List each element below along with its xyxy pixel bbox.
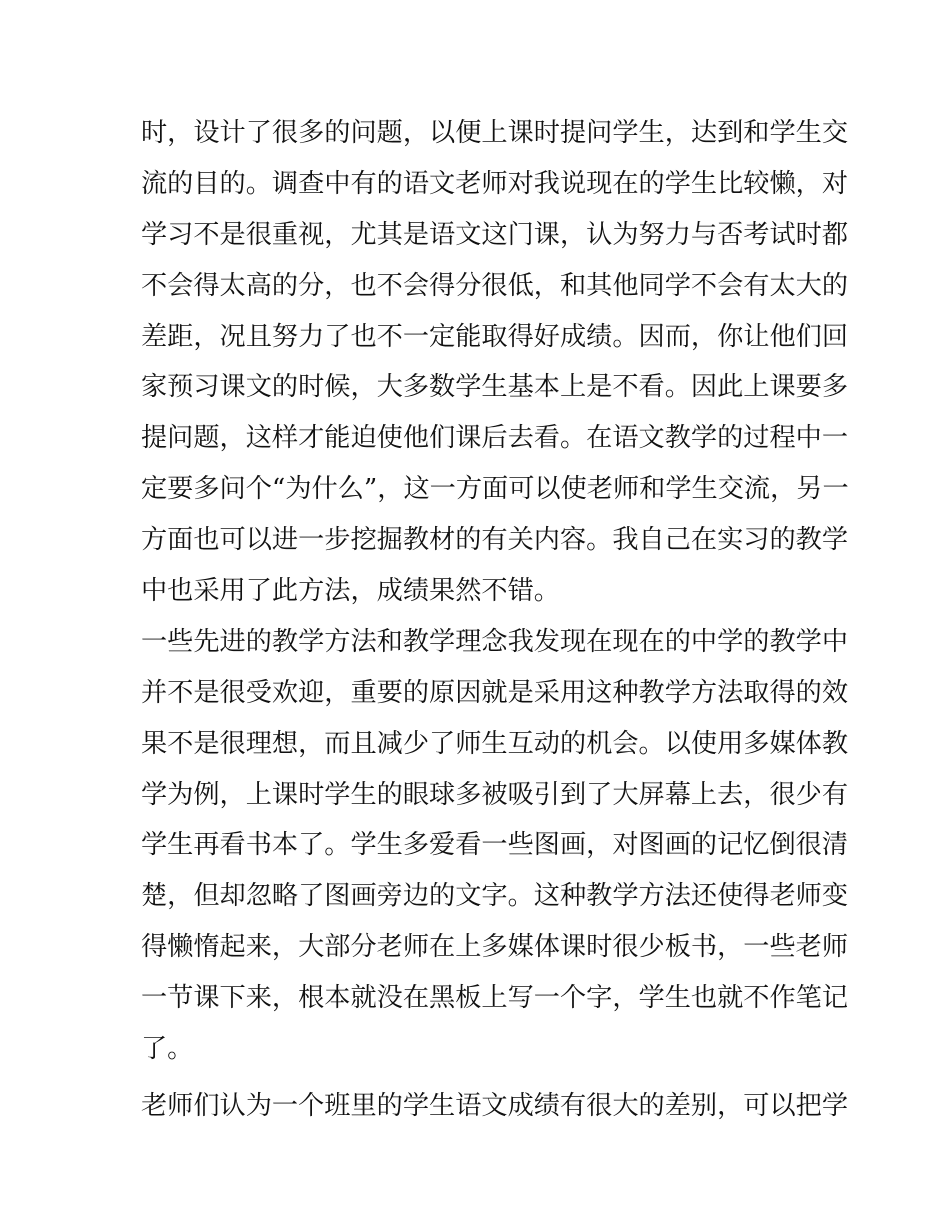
- text-line: 老师们认为一个班里的学生语文成绩有很大的差别，可以把学: [141, 1090, 849, 1121]
- text-line: 家预习课文的时候，大多数学生基本上是不看。因此上课要多: [141, 372, 849, 403]
- text-line: 了。: [141, 1034, 194, 1065]
- text-line: 差距，况且努力了也不一定能取得好成绩。因而，你让他们回: [141, 321, 849, 352]
- body-text: [141, 108, 849, 1132]
- text-line: 提问题，这样才能迫使他们课后去看。在语文教学的过程中一: [141, 423, 849, 454]
- text-line: 学为例，上课时学生的眼球多被吸引到了大屏幕上去，很少有: [141, 779, 849, 810]
- text-line: 流的目的。调查中有的语文老师对我说现在的学生比较懒，对: [141, 168, 849, 199]
- text-line: 定要多问个“为什么”，这一方面可以使老师和学生交流，另一: [141, 474, 849, 505]
- text-line: 楚，但却忽略了图画旁边的文字。这种教学方法还使得老师变: [141, 881, 849, 912]
- paragraph-3: [141, 1081, 849, 1132]
- text-line: 中也采用了此方法，成绩果然不错。: [141, 576, 560, 607]
- paragraph-2: [141, 617, 849, 1075]
- text-line: 学习不是很重视，尤其是语文这门课，认为努力与否考试时都: [141, 219, 849, 250]
- text-line: 时，设计了很多的问题，以便上课时提问学生，达到和学生交: [141, 118, 849, 148]
- text-line: 并不是很受欢迎，重要的原因就是采用这种教学方法取得的效: [141, 677, 849, 708]
- text-line: 不会得太高的分，也不会得分很低，和其他同学不会有太大的: [141, 270, 849, 301]
- text-line: 果不是很理想，而且减少了师生互动的机会。以使用多媒体教: [141, 728, 849, 759]
- text-line: 一些先进的教学方法和教学理念我发现在现在的中学的教学中: [141, 626, 849, 657]
- text-line: 学生再看书本了。学生多爱看一些图画，对图画的记忆倒很清: [141, 830, 849, 861]
- paragraph-1: [141, 108, 849, 617]
- text-line: 方面也可以进一步挖掘教材的有关内容。我自己在实习的教学: [141, 525, 849, 556]
- text-line: 得懒惰起来，大部分老师在上多媒体课时很少板书，一些老师: [141, 932, 849, 963]
- text-line: 一节课下来，根本就没在黑板上写一个字，学生也就不作笔记: [141, 983, 849, 1014]
